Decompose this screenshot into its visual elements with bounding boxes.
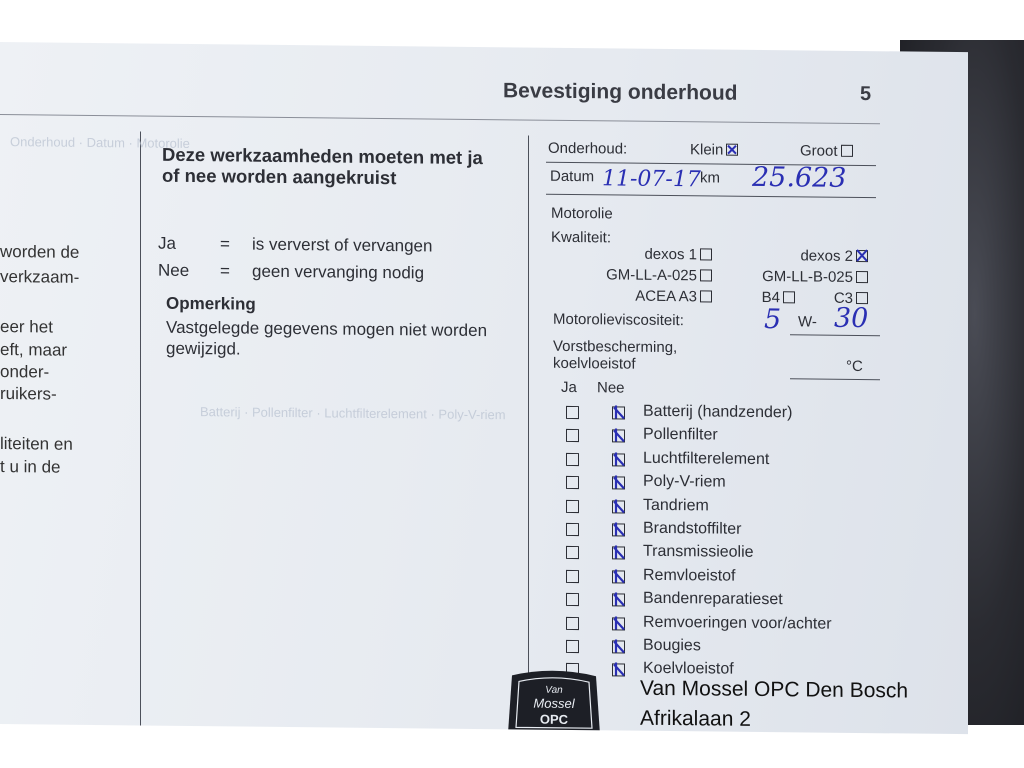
oil-option[interactable] xyxy=(762,268,868,286)
definition-eq: = xyxy=(220,234,230,254)
item-ja-checkbox[interactable] xyxy=(566,406,579,419)
dealer-address: Afrikalaan 2 xyxy=(640,706,751,731)
oil-option-checkbox[interactable] xyxy=(783,291,795,303)
remark-text: Vastgelegde gegevens mogen niet worden gewijzigd. xyxy=(166,317,488,359)
maintenance-item-label: Bougies xyxy=(643,636,701,655)
item-ja-checkbox[interactable] xyxy=(566,476,579,489)
viscosity-value-1: 5 xyxy=(764,304,782,336)
item-nee-checkbox[interactable] xyxy=(612,500,625,513)
instructions-heading: Deze werkzaamheden moeten met ja of nee worden aangekruist xyxy=(162,143,483,189)
oil-option-checkbox[interactable] xyxy=(700,290,712,302)
viscosity-separator: W- xyxy=(798,313,817,331)
left-column-fragment: verkzaam- xyxy=(0,267,80,287)
oil-option-label: C3 xyxy=(833,289,853,307)
item-ja-checkbox[interactable] xyxy=(566,593,579,606)
kwaliteit-label: Kwaliteit: xyxy=(551,228,612,247)
maintenance-item-label: Tandriem xyxy=(643,496,709,515)
klein-label: Klein xyxy=(690,141,724,159)
check-mark-icon xyxy=(727,145,737,155)
item-ja-checkbox[interactable] xyxy=(566,453,579,466)
km-label: km xyxy=(700,169,720,187)
dealer-logo-stamp xyxy=(498,665,610,734)
form-rule xyxy=(546,194,876,198)
logo-text-2: Mossel xyxy=(533,695,575,712)
viscosity-label: Motorolieviscositeit: xyxy=(553,310,684,330)
maintenance-item-label: Luchtfilterelement xyxy=(643,449,770,468)
nee-column-header: Nee xyxy=(597,379,625,397)
check-mark-icon xyxy=(612,428,626,444)
maintenance-item-label: Remvoeringen voor/achter xyxy=(643,613,832,633)
check-mark-icon xyxy=(612,498,626,514)
ja-column-header: Ja xyxy=(561,378,577,397)
datum-label: Datum xyxy=(550,167,595,186)
item-ja-checkbox[interactable] xyxy=(566,617,579,630)
item-nee-checkbox[interactable] xyxy=(612,406,625,419)
left-column-fragment: liteiten en xyxy=(0,434,73,454)
motorolie-label: Motorolie xyxy=(551,204,613,223)
remark-title: Opmerking xyxy=(166,293,256,314)
maintenance-item-label: Remvloeistof xyxy=(643,566,736,585)
definition-ja xyxy=(158,234,432,257)
check-mark-icon xyxy=(612,638,626,654)
maintenance-item-label: Koelvloeistof xyxy=(643,660,734,679)
maintenance-item-label: Batterij (handzender) xyxy=(643,402,793,422)
maintenance-item-label: Transmissieolie xyxy=(643,543,754,562)
left-column-fragment: eer het xyxy=(0,317,53,337)
logo-text-3: OPC xyxy=(539,711,569,727)
definition-term: Nee xyxy=(158,260,190,280)
klein-checkbox[interactable] xyxy=(726,144,738,156)
item-nee-checkbox[interactable] xyxy=(612,523,625,536)
check-mark-icon xyxy=(612,662,626,678)
onderhoud-label: Onderhoud: xyxy=(548,139,628,158)
item-ja-checkbox[interactable] xyxy=(566,546,579,559)
definition-eq: = xyxy=(220,261,230,281)
maintenance-item-label: Poly-V-riem xyxy=(643,472,726,491)
item-nee-checkbox[interactable] xyxy=(612,477,625,490)
item-nee-checkbox[interactable] xyxy=(612,430,625,443)
check-mark-icon xyxy=(612,404,626,420)
column-divider-left xyxy=(140,131,141,731)
check-mark-icon xyxy=(612,451,626,467)
definition-text: is ververst of vervangen xyxy=(252,234,433,256)
frost-label-2: koelvloeistof xyxy=(553,354,636,373)
item-ja-checkbox[interactable] xyxy=(566,429,579,442)
groot-option[interactable] xyxy=(800,142,853,160)
klein-option[interactable] xyxy=(690,141,738,159)
item-nee-checkbox[interactable] xyxy=(612,547,625,560)
item-ja-checkbox[interactable] xyxy=(566,500,579,513)
definition-text: geen vervanging nodig xyxy=(252,261,425,283)
left-column-fragment: eft, maar xyxy=(0,340,68,360)
bleed-through-text: Batterij · Pollenfilter · Luchtfilterelement · Poly-V-riem xyxy=(200,404,506,423)
page-header-title: Bevestiging onderhoud xyxy=(503,79,738,105)
km-value: 25.623 xyxy=(752,161,847,194)
bleed-through-text: Onderhoud · Datum · Motorolie xyxy=(10,134,190,151)
check-mark-icon xyxy=(856,248,868,262)
oil-option-label: GM-LL-B-025 xyxy=(762,267,853,286)
viscosity-rule xyxy=(790,334,880,336)
item-nee-checkbox[interactable] xyxy=(612,453,625,466)
maintenance-item-label: Pollenfilter xyxy=(643,426,718,444)
item-nee-checkbox[interactable] xyxy=(612,617,625,630)
left-column-fragment: onder- xyxy=(0,362,50,382)
check-mark-icon xyxy=(612,568,626,584)
item-nee-checkbox[interactable] xyxy=(612,570,625,583)
oil-option[interactable] xyxy=(644,246,712,264)
frost-unit: °C xyxy=(846,357,863,376)
oil-option-label: ACEA A3 xyxy=(635,287,697,306)
oil-option-label: GM-LL-A-025 xyxy=(606,266,697,285)
header-rule xyxy=(0,114,880,124)
oil-option-checkbox[interactable] xyxy=(700,248,712,260)
oil-option-label: dexos 2 xyxy=(800,247,853,265)
dealer-name: Van Mossel OPC Den Bosch xyxy=(640,676,909,703)
column-divider-right xyxy=(528,136,529,696)
datum-value: 11-07-17 xyxy=(602,166,701,193)
check-mark-icon xyxy=(612,475,626,491)
oil-option[interactable] xyxy=(606,266,712,284)
check-mark-icon xyxy=(612,545,626,561)
left-column-fragment: ruikers- xyxy=(0,384,57,404)
oil-option[interactable] xyxy=(800,247,868,265)
logo-text-1: Van xyxy=(545,684,563,696)
left-column-fragment: t u in de xyxy=(0,457,61,477)
oil-option-label: B4 xyxy=(761,288,780,307)
frost-label-1: Vorstbescherming, xyxy=(553,337,678,357)
check-mark-icon xyxy=(612,592,626,608)
item-ja-checkbox[interactable] xyxy=(566,570,579,583)
viscosity-value-2: 30 xyxy=(834,302,869,335)
oil-option[interactable] xyxy=(635,288,712,306)
item-ja-checkbox[interactable] xyxy=(566,523,579,536)
frost-rule xyxy=(790,378,880,380)
item-ja-checkbox[interactable] xyxy=(566,640,579,653)
maintenance-item-label: Bandenreparatieset xyxy=(643,589,783,609)
definition-term: Ja xyxy=(158,233,176,253)
left-column-fragment: worden de xyxy=(0,242,80,262)
groot-label: Groot xyxy=(800,142,838,160)
oil-option-checkbox[interactable] xyxy=(700,269,712,281)
oil-option-checkbox[interactable] xyxy=(856,271,868,283)
check-mark-icon xyxy=(612,615,626,631)
page-number: 5 xyxy=(860,83,872,106)
check-mark-icon xyxy=(612,521,626,537)
oil-option-checkbox[interactable] xyxy=(856,250,868,262)
maintenance-item-label: Brandstoffilter xyxy=(643,519,742,538)
item-nee-checkbox[interactable] xyxy=(612,640,625,653)
groot-checkbox[interactable] xyxy=(841,145,853,157)
item-nee-checkbox[interactable] xyxy=(612,664,625,677)
item-nee-checkbox[interactable] xyxy=(612,594,625,607)
service-book-page xyxy=(0,42,968,734)
definition-nee xyxy=(158,261,424,284)
oil-option-label: dexos 1 xyxy=(644,245,697,264)
